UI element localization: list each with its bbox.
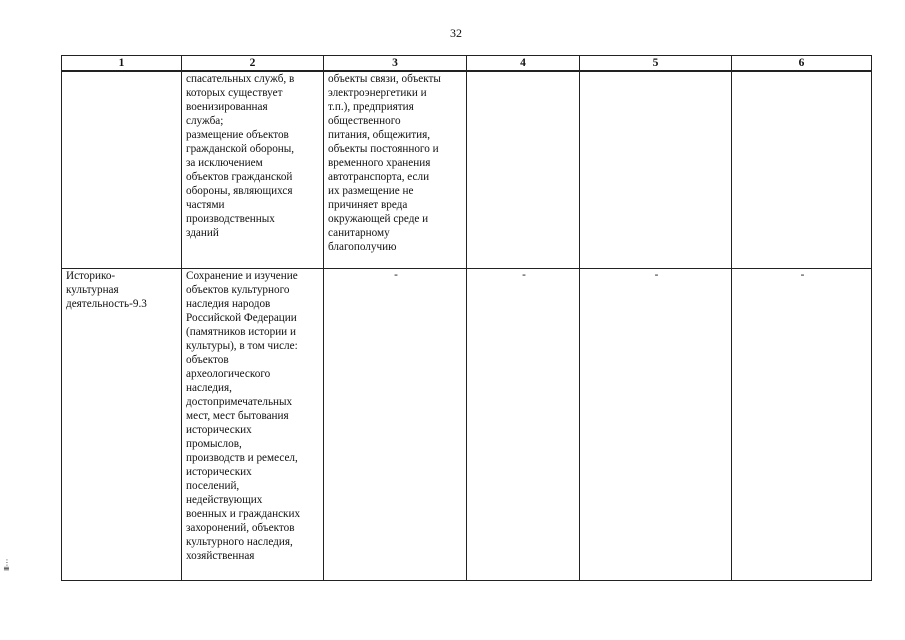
cell-historical-col3: [324, 269, 467, 581]
column-header-3: 3: [324, 56, 467, 72]
cell-continued-col6: [732, 71, 872, 269]
cell-continued-col4: [467, 71, 580, 269]
cell-historical-col4: [467, 269, 580, 581]
document-table: [61, 55, 872, 581]
cell-historical-col6: [732, 269, 872, 581]
column-header-6: 6: [732, 56, 872, 72]
cell-continued-col1: [62, 71, 182, 269]
column-header-1: 1: [62, 56, 182, 72]
cell-continued-col5: [580, 71, 732, 269]
margin-mark: [3, 560, 11, 572]
cell-activity-name: [62, 269, 182, 581]
margin-mark-text: ⋮ ≡: [3, 558, 11, 573]
dash-value: -: [522, 269, 526, 281]
table-row-historical-cultural: [62, 269, 872, 581]
cell-text: спасательных служб, в которых существует военизированная служба; размещение объектов гражданской обороны, за исключением объектов гражданской обороны, являющихся частями производственных зданий: [186, 73, 295, 239]
cell-activity-description: [182, 269, 324, 581]
cell-text: объекты связи, объекты электроэнергетики и т.п.), предприятия общественного питания, общежития, объекты постоянного и временного хранения автотранспорта, если их размещение не причиняет вреда окружающей среде и санитарному благополучию: [328, 73, 441, 253]
dash-value: -: [800, 269, 805, 281]
cell-historical-col5: [580, 269, 732, 581]
cell-continued-col3: [324, 71, 467, 269]
dash-value: -: [394, 269, 398, 281]
cell-continued-col2: [182, 71, 324, 269]
column-header-2: 2: [182, 56, 324, 72]
cell-text: Историко- культурная деятельность-9.3: [66, 270, 147, 310]
table-header-row: [62, 56, 872, 72]
table-row-continued: [62, 71, 872, 269]
page-number: 32: [450, 26, 462, 40]
column-header-5: 5: [580, 56, 732, 72]
dash-value: -: [654, 269, 659, 281]
column-header-4: 4: [467, 56, 580, 72]
cell-text: Сохранение и изучение объектов культурного наследия народов Российской Федерации (памятников истории и культуры), в том числе: объектов археологического наследия, достопримечательных мест, мест бытования исторических промыслов, производств и ремесел, исторических поселений, недействующих военных и гражданских захоронений, объектов культурного наследия, хозяйственная: [186, 270, 301, 562]
